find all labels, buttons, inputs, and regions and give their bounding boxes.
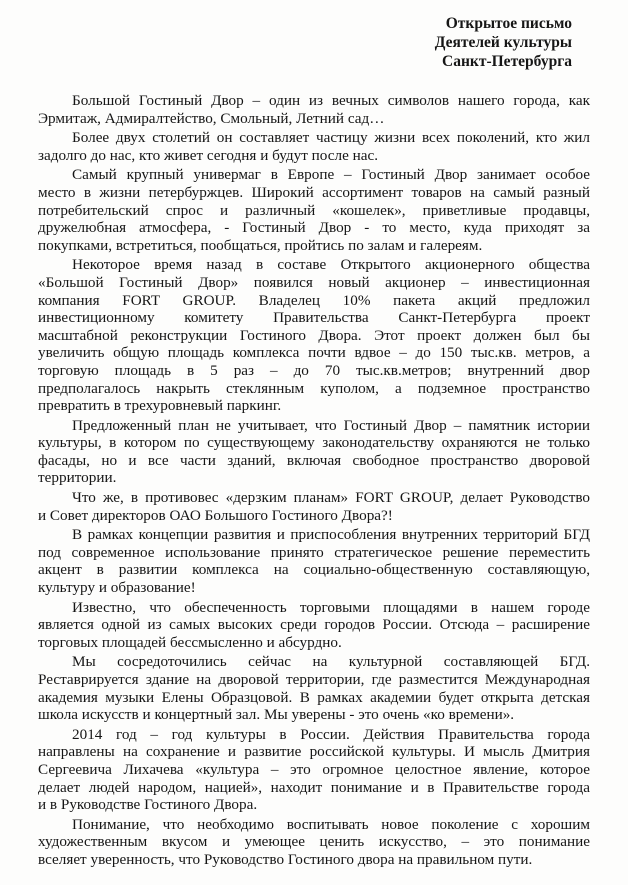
paragraph-line: место в жизни петербуржцев. Широкий ассортимент товаров на самый разный	[38, 183, 590, 201]
paragraph	[38, 489, 590, 524]
header-city: Санкт-Петербурга	[442, 53, 572, 70]
paragraph-line: направлены на сохранение и развитие российской культуры. И мысль Дмитрия	[38, 743, 590, 761]
paragraph	[38, 653, 590, 723]
paragraph-line: фасады, но и все части зданий, включая свободное пространство дворовой	[38, 451, 590, 469]
paragraph-line: предполагалось накрыть стеклянным куполом, а подземное пространство	[38, 379, 590, 397]
paragraph	[38, 166, 590, 254]
letter-header	[332, 14, 572, 71]
paragraph	[38, 256, 590, 414]
paragraph-line: Большой Гостиный Двор – один из вечных символов нашего города, как	[72, 92, 590, 109]
paragraph	[38, 816, 590, 869]
paragraph-line: академия музыки Елены Образцовой. В рамках академии будет открыта детская	[38, 688, 590, 706]
paragraph-line: Понимание, что необходимо воспитывать новое поколение с хорошим	[72, 815, 590, 833]
paragraph-line: торговую площадь в 5 раз – до 70 тыс.кв.метров; внутренний двор	[38, 361, 590, 379]
letter-body	[38, 92, 590, 871]
paragraph	[38, 92, 590, 127]
paragraph-line: акцент в развитии комплекса на социально-общественную составляющую,	[38, 561, 590, 579]
paragraph-line: увеличить общую площадь комплекса почти вдвое – до 150 тыс.кв. метров, а	[38, 344, 590, 362]
paragraph-line: потребительский спрос и различный «кошелек», приветливые продавцы,	[38, 201, 590, 219]
paragraph-line: культуру и образование!	[38, 579, 196, 597]
paragraph-line: дружелюбная атмосфера, - Гостиный Двор - то место, куда приходят за	[38, 219, 590, 237]
paragraph	[38, 599, 590, 652]
paragraph-line: под современное использование принято стратегическое решение переместить	[38, 543, 590, 561]
paragraph-line: Реставрируется здание на дворовой территории, где разместится Международная	[38, 671, 590, 688]
paragraph-line: территории.	[38, 469, 117, 487]
paragraph-line: Известно, что обеспеченность торговыми площадями в нашем городе	[72, 598, 590, 616]
paragraph-line: Некоторое время назад в составе Открытого акционерного общества	[72, 256, 590, 274]
paragraph	[38, 129, 590, 164]
paragraph-line: Более двух столетий он составляет частицу жизни всех поколений, кто жил	[72, 129, 590, 147]
paragraph-line: В рамках концепции развития и приспособления внутренних территорий БГД	[72, 526, 590, 544]
paragraph-line: вселяет уверенность, что Руководство Гостиного двора на правильном пути.	[38, 850, 533, 868]
paragraph-line: «Большой Гостиный Двор» появился новый акционер – инвестиционная	[38, 273, 590, 291]
paragraph-line: 2014 год – год культуры в России. Действия Правительства города	[72, 725, 590, 743]
paragraph-line: школа искусств и концертный зал. Мы уверены - это очень «ко времени».	[38, 706, 515, 724]
paragraph	[38, 726, 590, 814]
paragraph-line: компания FORT GROUP. Владелец 10% пакета акций предложил	[38, 291, 590, 309]
paragraph-line: Мы сосредоточились сейчас на культурной составляющей БГД.	[72, 653, 590, 671]
paragraph-line: и Совет директоров ОАО Большого Гостиного Двора?!	[38, 506, 393, 524]
paragraph-line: задолго до нас, кто живет сегодня и будут после нас.	[38, 146, 379, 164]
paragraph-line: Что же, в противовес «дерзким планам» FORT GROUP, делает Руководство	[72, 489, 590, 507]
paragraph-line: Самый крупный универмаг в Европе – Гостиный Двор занимает особое	[72, 166, 590, 184]
paragraph-line: инвестиционному комитету Правительства Санкт-Петербурга проект	[38, 309, 590, 327]
paragraph-line: превратить в трехуровневый паркинг.	[38, 397, 282, 415]
paragraph	[38, 526, 590, 596]
paragraph-line: культуры, в котором по существующему законодательству охраняются не только	[38, 434, 590, 452]
paragraph-line: делает людей народом, нацией», находит понимание и в Правительстве города	[38, 778, 590, 796]
paragraph-line: масштабной реконструкции Гостиного Двора. Этот проект должен был бы	[38, 326, 590, 344]
paragraph-line: покупками, встретиться, пообщаться, пройтись по залам и галереям.	[38, 236, 483, 254]
paragraph-line: Предложенный план не учитывает, что Гостиный Двор – памятник истории	[72, 416, 590, 434]
paragraph-line: торговых площадей бессмысленно и абсурдно.	[38, 633, 342, 651]
paragraph-line: Эрмитаж, Адмиралтейство, Смольный, Летний сад…	[38, 109, 385, 127]
paragraph	[38, 417, 590, 487]
paragraph-line: художественным вкусом и умеющее ценить искусство, – это понимание	[38, 833, 590, 851]
header-title: Открытое письмо	[445, 15, 572, 32]
paragraph-line: и в Руководстве Гостиного Двора.	[38, 796, 258, 814]
header-subtitle: Деятелей культуры	[434, 34, 572, 51]
paragraph-line: Сергеевича Лихачева «культура – это огромное целостное явление, которое	[38, 760, 590, 778]
paragraph-line: является одной из самых высоких среди городов России. Отсюда – расширение	[38, 616, 590, 634]
